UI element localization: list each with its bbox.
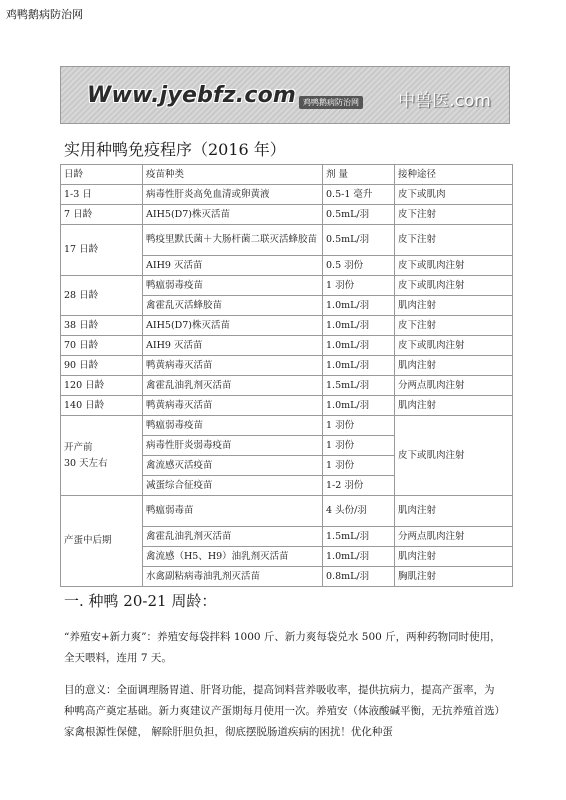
cell-route: 肌肉注射 bbox=[395, 547, 513, 567]
age-line-1: 开产前 bbox=[64, 441, 93, 453]
cell-dose: 0.5 羽份 bbox=[323, 256, 395, 276]
cell-age: 140 日龄 bbox=[61, 396, 143, 416]
cell-route: 分两点肌肉注射 bbox=[395, 376, 513, 396]
cell-dose: 1.0mL/羽 bbox=[323, 296, 395, 316]
paragraph-purpose: 目的意义：全面调理肠胃道、肝肾功能，提高饲料营养吸收率，提供抗病力，提高产蛋率，为种鸭高产奠定基础。新力爽建议产蛋期每月使用一次。养殖安（体液酸碱平衡，无抗养殖首选）家禽根源性保健， 解除肝胆负担，彻底摆脱肠道疾病的困扰！优化种蛋 bbox=[64, 684, 500, 738]
cell-route: 皮下或肌肉注射 bbox=[395, 336, 513, 356]
table-header-row bbox=[61, 165, 513, 185]
cell-dose: 0.8mL/羽 bbox=[323, 567, 395, 587]
cell-age: 28 日龄 bbox=[61, 276, 143, 316]
table-row bbox=[61, 205, 513, 225]
site-header-text: 鸡鸭鹅病防治网 bbox=[6, 8, 83, 21]
cell-dose: 1 羽份 bbox=[323, 276, 395, 296]
cell-vaccine: 禽流感（H5、H9）油乳剂灭活苗 bbox=[143, 547, 323, 567]
cell-age: 90 日龄 bbox=[61, 356, 143, 376]
cell-dose: 1.5mL/羽 bbox=[323, 527, 395, 547]
cell-route: 肌肉注射 bbox=[395, 356, 513, 376]
cell-dose: 1 羽份 bbox=[323, 416, 395, 436]
paragraph-usage: “养殖安+新力爽”：养殖安每袋拌料 1000 斤、新力爽每袋兑水 500 斤，两种药物同时使用，全天喂料，连用 7 天。 bbox=[64, 631, 501, 664]
header-age: 日龄 bbox=[61, 165, 143, 185]
table-row bbox=[61, 225, 513, 256]
cell-vaccine: 禽霍乱油乳剂灭活苗 bbox=[143, 527, 323, 547]
cell-dose: 4 头份/羽 bbox=[323, 496, 395, 527]
cell-dose: 1 羽份 bbox=[323, 436, 395, 456]
section-heading: 一. 种鸭 20-21 周龄： bbox=[64, 592, 217, 610]
header-vaccine: 疫苗种类 bbox=[143, 165, 323, 185]
cell-dose: 1-2 羽份 bbox=[323, 476, 395, 496]
cell-route: 皮下注射 bbox=[395, 205, 513, 225]
table-row bbox=[61, 396, 513, 416]
cell-vaccine: 禽流感灭活疫苗 bbox=[143, 456, 323, 476]
cell-vaccine: 病毒性肝炎高免血清或卵黄液 bbox=[143, 185, 323, 205]
cell-age: 120 日龄 bbox=[61, 376, 143, 396]
table-row bbox=[61, 376, 513, 396]
cell-route: 肌肉注射 bbox=[395, 496, 513, 527]
cell-dose: 1.0mL/羽 bbox=[323, 356, 395, 376]
table-row bbox=[61, 356, 513, 376]
cell-dose: 0.5-1 毫升 bbox=[323, 185, 395, 205]
cell-dose: 1.0mL/羽 bbox=[323, 396, 395, 416]
cell-vaccine: 鸭瘟弱毒疫苗 bbox=[143, 276, 323, 296]
banner-url: Www.jyebfz.com bbox=[87, 83, 297, 108]
cell-dose: 1.0mL/羽 bbox=[323, 316, 395, 336]
cell-age: 产蛋中后期 bbox=[61, 496, 143, 587]
cell-vaccine: AIH5(D7)株灭活苗 bbox=[143, 316, 323, 336]
cell-age: 1-3 日 bbox=[61, 185, 143, 205]
header-route: 接种途径 bbox=[395, 165, 513, 185]
cell-route: 皮下或肌肉注射 bbox=[395, 416, 513, 496]
cell-age bbox=[61, 416, 143, 496]
cell-vaccine: 禽霍乱灭活蜂胶苗 bbox=[143, 296, 323, 316]
cell-route: 皮下或肌肉 bbox=[395, 185, 513, 205]
site-banner bbox=[60, 66, 510, 124]
table-row bbox=[61, 276, 513, 296]
cell-dose: 1.5mL/羽 bbox=[323, 376, 395, 396]
cell-vaccine: AIH9 灭活苗 bbox=[143, 336, 323, 356]
cell-vaccine: 鸭疫里默氏菌＋大肠杆菌二联灭活蜂胶苗 bbox=[143, 225, 323, 256]
cell-route: 肌肉注射 bbox=[395, 396, 513, 416]
cell-vaccine: 水禽副粘病毒油乳剂灭活苗 bbox=[143, 567, 323, 587]
cell-route: 皮下或肌肉注射 bbox=[395, 276, 513, 296]
cell-vaccine: 鸭瘟弱毒苗 bbox=[143, 496, 323, 527]
cell-vaccine: 禽霍乱油乳剂灭活苗 bbox=[143, 376, 323, 396]
cell-dose: 1.0mL/羽 bbox=[323, 336, 395, 356]
cell-dose: 1 羽份 bbox=[323, 456, 395, 476]
table-row bbox=[61, 416, 513, 436]
cell-dose: 0.5mL/羽 bbox=[323, 225, 395, 256]
header-dose: 剂 量 bbox=[323, 165, 395, 185]
cell-vaccine: 鸭黄病毒灭活苗 bbox=[143, 396, 323, 416]
cell-route: 皮下或肌肉注射 bbox=[395, 256, 513, 276]
cell-dose: 0.5mL/羽 bbox=[323, 205, 395, 225]
cell-vaccine: 病毒性肝炎弱毒疫苗 bbox=[143, 436, 323, 456]
cell-age: 70 日龄 bbox=[61, 336, 143, 356]
banner-tag: 鸡鸭鹅病防治网 bbox=[299, 96, 363, 109]
cell-vaccine: 减蛋综合征疫苗 bbox=[143, 476, 323, 496]
cell-dose: 1.0mL/羽 bbox=[323, 547, 395, 567]
cell-route: 胸肌注射 bbox=[395, 567, 513, 587]
cell-age: 7 日龄 bbox=[61, 205, 143, 225]
table-row bbox=[61, 496, 513, 527]
cell-vaccine: 鸭瘟弱毒疫苗 bbox=[143, 416, 323, 436]
cell-vaccine: AIH5(D7)株灭活苗 bbox=[143, 205, 323, 225]
table-row bbox=[61, 185, 513, 205]
cell-vaccine: 鸭黄病毒灭活苗 bbox=[143, 356, 323, 376]
vaccination-table bbox=[60, 164, 513, 587]
cell-route: 皮下注射 bbox=[395, 225, 513, 256]
table-row bbox=[61, 316, 513, 336]
cell-route: 肌肉注射 bbox=[395, 296, 513, 316]
table-row bbox=[61, 336, 513, 356]
banner-brand: 中兽医.com bbox=[398, 91, 491, 111]
cell-vaccine: AIH9 灭活苗 bbox=[143, 256, 323, 276]
age-line-2: 30 天左右 bbox=[64, 457, 108, 469]
cell-route: 分两点肌肉注射 bbox=[395, 527, 513, 547]
document-title: 实用种鸭免疫程序（2016 年） bbox=[64, 140, 286, 159]
cell-route: 皮下注射 bbox=[395, 316, 513, 336]
cell-age: 38 日龄 bbox=[61, 316, 143, 336]
cell-age: 17 日龄 bbox=[61, 225, 143, 276]
